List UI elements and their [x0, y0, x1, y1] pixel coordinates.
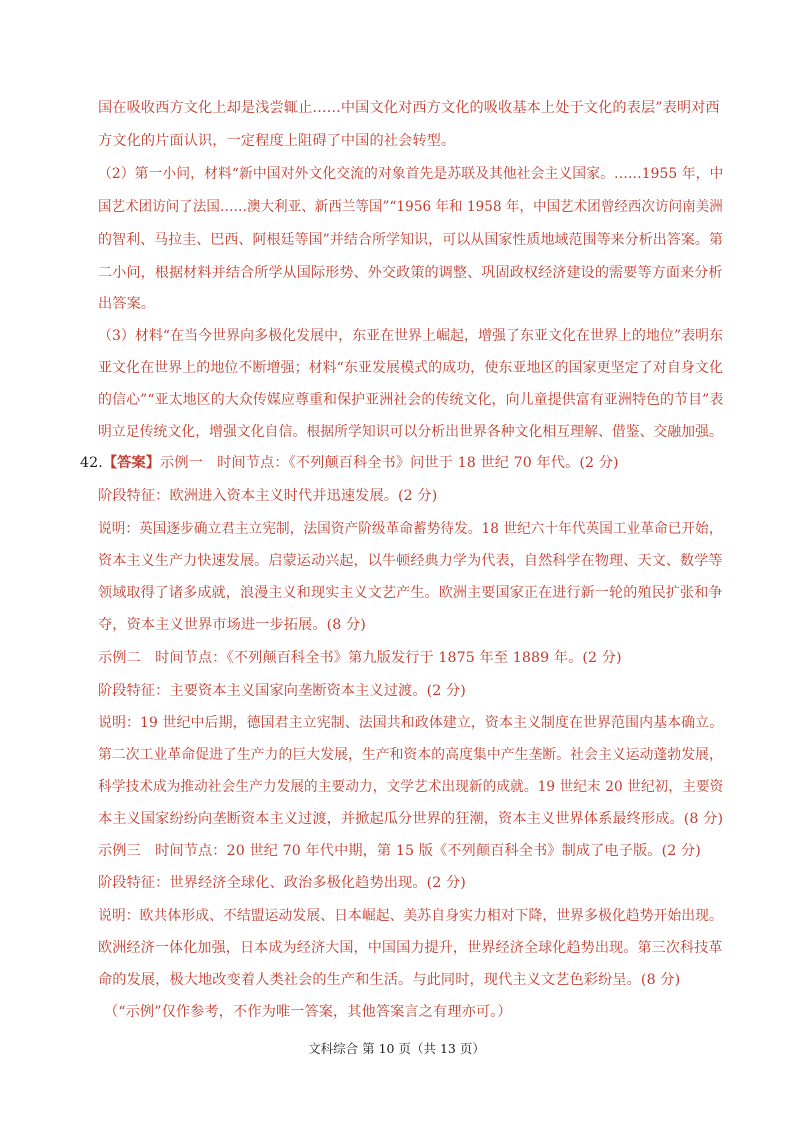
- question-42-header: [80, 453, 619, 473]
- example-2-desc: 第二次工业革命促进了生产力的巨大发展，生产和资本的高度集中产生垄断。社会主义运动蓬勃发展，: [98, 747, 723, 763]
- example-3-title: 示例三 时间节点：20 世纪 70 年代中期，第 15 版《不列颠百科全书》制成了电子版。(2 分): [98, 843, 701, 859]
- example-1-stage: 阶段特征：欧洲进入资本主义时代并迅速发展。(2 分): [98, 488, 438, 504]
- text-line: 的信心”“亚太地区的大众传媒应尊重和保护亚洲社会的传统文化，向儿童提供富有亚洲特色的节目”表: [98, 392, 724, 408]
- example-3-desc: 命的发展，极大地改变着人类社会的生产和生活。与此同时，现代主义文艺色彩纷呈。(8 分): [98, 972, 681, 988]
- example-3-desc: 欧洲经济一体化加强，日本成为经济大国，中国国力提升，世界经济全球化趋势出现。第三次科技革: [98, 940, 723, 956]
- example-2-desc: 本主义国家纷纷向垄断资本主义过渡，并掀起瓜分世界的狂潮，资本主义世界体系最终形成。(8 分): [98, 811, 724, 827]
- example-1-desc: 资本主义生产力快速发展。启蒙运动兴起，以牛顿经典力学为代表，自然科学在物理、天文、数学等: [98, 553, 723, 569]
- example-3-stage: 阶段特征：世界经济全球化、政治多极化趋势出现。(2 分): [98, 875, 466, 891]
- text-line: 亚文化在世界上的地位不断增强；材料“东亚发展模式的成功，使东亚地区的国家更坚定了对自身文化: [98, 360, 724, 376]
- text-line: 方文化的片面认识，一定程度上阻碍了中国的社会转型。: [98, 133, 456, 149]
- example-1-title: 示例一 时间节点：《不列颠百科全书》问世于 18 世纪 70 年代。(2 分): [160, 455, 619, 471]
- text-line: 国在吸收西方文化上却是浅尝辄止……中国文化对西方文化的吸收基本上处于文化的表层”表明对西: [98, 100, 720, 116]
- example-2-desc: 说明：19 世纪中后期，德国君主立宪制、法国共和政体建立，资本主义制度在世界范围内基本确立。: [98, 715, 724, 731]
- question-number: 42.: [80, 455, 103, 471]
- example-1-desc: 领域取得了诸多成就，浪漫主义和现实主义文艺产生。欧洲主要国家正在进行新一轮的殖民扩张和争: [98, 585, 723, 601]
- text-line: 的智利、马拉圭、巴西、阿根廷等国”并结合所学知识，可以从国家性质地域范围等来分析出答案。第: [98, 232, 724, 248]
- example-1-desc: 夺，资本主义世界市场进一步拓展。(8 分): [98, 617, 366, 633]
- text-line: 明立足传统文化，增强文化自信。根据所学知识可以分析出世界各种文化相互理解、借鉴、交融加强。: [98, 424, 723, 440]
- answer-note: （“示例”仅作参考，不作为唯一答案，其他答案言之有理亦可。）: [104, 1004, 512, 1020]
- example-3-desc: 说明：欧共体形成、不结盟运动发展、日本崛起、美苏自身实力相对下降，世界多极化趋势开始出现。: [98, 908, 723, 924]
- text-line: 二小问，根据材料并结合所学从国际形势、外交政策的调整、巩固政权经济建设的需要等方面来分析: [98, 265, 723, 281]
- example-2-title: 示例二 时间节点：《不列颠百科全书》第九版发行于 1875 年至 1889 年。(2 分): [98, 650, 622, 666]
- text-line: （3）材料“在当今世界向多极化发展中，东亚在世界上崛起，增强了东亚文化在世界上的地位”表明东: [98, 328, 724, 344]
- text-line: （2）第一小问，材料“新中国对外文化交流的对象首先是苏联及其他社会主义国家。……1955 年，中: [98, 166, 724, 182]
- example-1-desc: 说明：英国逐步确立君主立宪制，法国资产阶级革命蓄势待发。18 世纪六十年代英国工业革命已开始，: [98, 521, 723, 537]
- example-2-desc: 科学技术成为推动社会生产力发展的主要动力，文学艺术出现新的成就。19 世纪末 20 世纪初，主要资: [98, 779, 724, 795]
- example-2-stage: 阶段特征：主要资本主义国家向垄断资本主义过渡。(2 分): [98, 683, 466, 699]
- text-line: 国艺术团访问了法国……澳大利亚、新西兰等国”“1956 年和 1958 年，中国艺术团曾经西次访问南美洲: [98, 199, 723, 215]
- text-line: 出答案。: [98, 296, 156, 312]
- page-footer: 文科综合 第 10 页（共 13 页）: [308, 1041, 485, 1056]
- answer-tag: 【答案】: [102, 455, 161, 471]
